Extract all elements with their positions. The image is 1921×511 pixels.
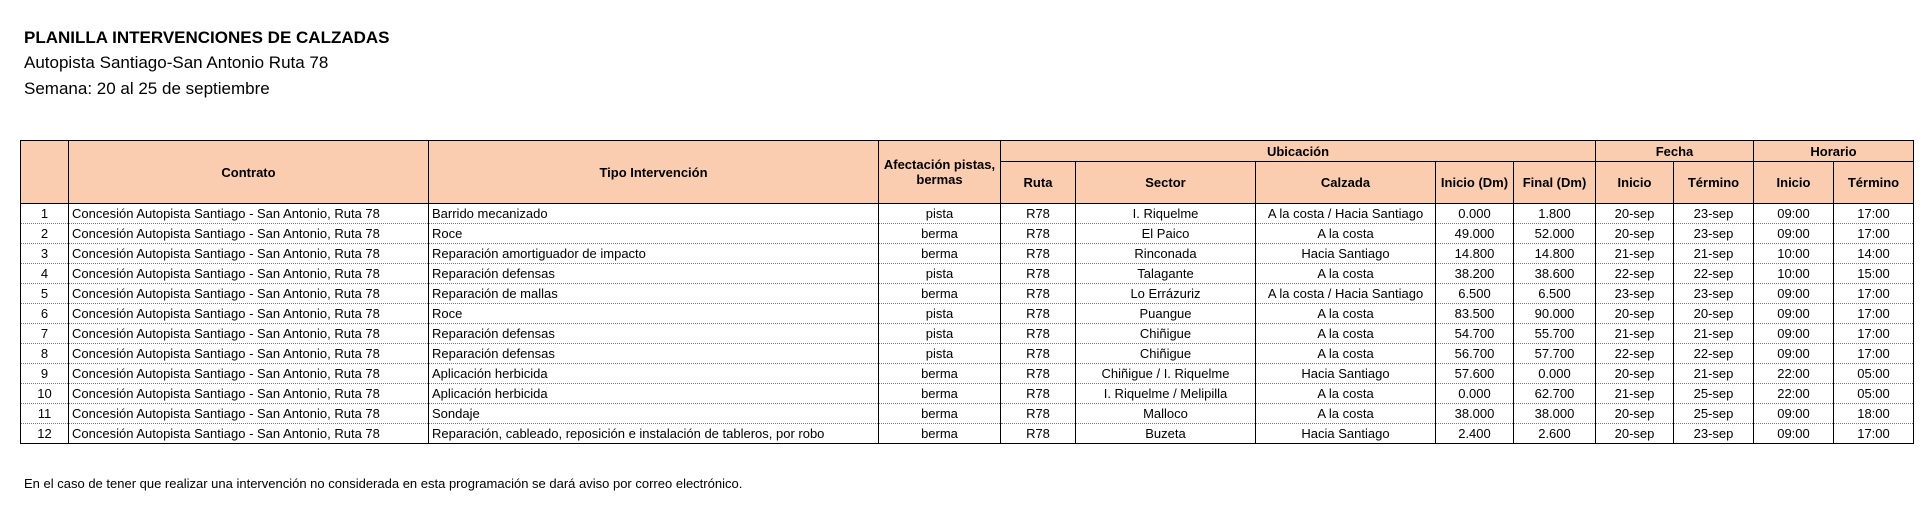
calzada-cell: A la costa xyxy=(1256,344,1436,364)
tipo-intervencion-cell: Reparación defensas xyxy=(429,324,879,344)
afectacion-cell: berma xyxy=(879,244,1001,264)
ruta-cell: R78 xyxy=(1001,384,1076,404)
fecha-inicio-cell: 20-sep xyxy=(1596,204,1674,224)
fecha-termino-cell: 23-sep xyxy=(1674,224,1754,244)
fecha-termino-cell: 23-sep xyxy=(1674,424,1754,444)
final-dm-cell: 6.500 xyxy=(1514,284,1596,304)
calzada-cell: A la costa xyxy=(1256,324,1436,344)
fecha-inicio-cell: 20-sep xyxy=(1596,304,1674,324)
header-ruta: Ruta xyxy=(1001,162,1076,204)
afectacion-cell: berma xyxy=(879,364,1001,384)
inicio-dm-cell: 38.200 xyxy=(1436,264,1514,284)
table-row xyxy=(21,404,1914,424)
header-ubicacion: Ubicación xyxy=(1001,141,1596,162)
fecha-inicio-cell: 23-sep xyxy=(1596,284,1674,304)
contrato-cell: Concesión Autopista Santiago - San Antonio, Ruta 78 xyxy=(69,224,429,244)
tipo-intervencion-cell: Aplicación herbicida xyxy=(429,384,879,404)
table-row xyxy=(21,384,1914,404)
row-number: 5 xyxy=(21,284,69,304)
final-dm-cell: 55.700 xyxy=(1514,324,1596,344)
calzada-cell: A la costa xyxy=(1256,224,1436,244)
row-number: 8 xyxy=(21,344,69,364)
final-dm-cell: 1.800 xyxy=(1514,204,1596,224)
final-dm-cell: 0.000 xyxy=(1514,364,1596,384)
sector-cell: Buzeta xyxy=(1076,424,1256,444)
contrato-cell: Concesión Autopista Santiago - San Antonio, Ruta 78 xyxy=(69,344,429,364)
table-row xyxy=(21,284,1914,304)
tipo-intervencion-cell: Roce xyxy=(429,304,879,324)
afectacion-cell: berma xyxy=(879,284,1001,304)
table-row xyxy=(21,424,1914,444)
fecha-termino-cell: 21-sep xyxy=(1674,324,1754,344)
header-tipo-intervencion: Tipo Intervención xyxy=(429,141,879,204)
hora-termino-cell: 17:00 xyxy=(1834,424,1914,444)
tipo-intervencion-cell: Barrido mecanizado xyxy=(429,204,879,224)
header-calzada: Calzada xyxy=(1256,162,1436,204)
fecha-termino-cell: 23-sep xyxy=(1674,284,1754,304)
hora-termino-cell: 17:00 xyxy=(1834,304,1914,324)
calzada-cell: A la costa xyxy=(1256,264,1436,284)
hora-termino-cell: 05:00 xyxy=(1834,364,1914,384)
final-dm-cell: 2.600 xyxy=(1514,424,1596,444)
interventions-table xyxy=(20,140,1914,444)
tipo-intervencion-cell: Reparación defensas xyxy=(429,344,879,364)
contrato-cell: Concesión Autopista Santiago - San Antonio, Ruta 78 xyxy=(69,324,429,344)
row-number: 3 xyxy=(21,244,69,264)
row-number: 4 xyxy=(21,264,69,284)
calzada-cell: A la costa / Hacia Santiago xyxy=(1256,204,1436,224)
sector-cell: Chiñigue / I. Riquelme xyxy=(1076,364,1256,384)
contrato-cell: Concesión Autopista Santiago - San Antonio, Ruta 78 xyxy=(69,404,429,424)
contrato-cell: Concesión Autopista Santiago - San Antonio, Ruta 78 xyxy=(69,384,429,404)
inicio-dm-cell: 38.000 xyxy=(1436,404,1514,424)
contrato-cell: Concesión Autopista Santiago - San Antonio, Ruta 78 xyxy=(69,264,429,284)
header-inicio-dm: Inicio (Dm) xyxy=(1436,162,1514,204)
final-dm-cell: 38.600 xyxy=(1514,264,1596,284)
sector-cell: Lo Errázuriz xyxy=(1076,284,1256,304)
afectacion-cell: berma xyxy=(879,384,1001,404)
inicio-dm-cell: 2.400 xyxy=(1436,424,1514,444)
sector-cell: Puangue xyxy=(1076,304,1256,324)
hora-inicio-cell: 09:00 xyxy=(1754,224,1834,244)
ruta-cell: R78 xyxy=(1001,204,1076,224)
inicio-dm-cell: 14.800 xyxy=(1436,244,1514,264)
tipo-intervencion-cell: Roce xyxy=(429,224,879,244)
final-dm-cell: 90.000 xyxy=(1514,304,1596,324)
hora-inicio-cell: 09:00 xyxy=(1754,344,1834,364)
fecha-inicio-cell: 21-sep xyxy=(1596,384,1674,404)
inicio-dm-cell: 54.700 xyxy=(1436,324,1514,344)
afectacion-cell: pista xyxy=(879,204,1001,224)
fecha-inicio-cell: 21-sep xyxy=(1596,244,1674,264)
final-dm-cell: 52.000 xyxy=(1514,224,1596,244)
afectacion-cell: pista xyxy=(879,264,1001,284)
fecha-inicio-cell: 20-sep xyxy=(1596,404,1674,424)
hora-inicio-cell: 22:00 xyxy=(1754,384,1834,404)
fecha-inicio-cell: 22-sep xyxy=(1596,344,1674,364)
afectacion-cell: berma xyxy=(879,404,1001,424)
hora-inicio-cell: 09:00 xyxy=(1754,284,1834,304)
hora-termino-cell: 17:00 xyxy=(1834,284,1914,304)
fecha-termino-cell: 23-sep xyxy=(1674,204,1754,224)
fecha-inicio-cell: 21-sep xyxy=(1596,324,1674,344)
row-number: 9 xyxy=(21,364,69,384)
header-final-dm: Final (Dm) xyxy=(1514,162,1596,204)
inicio-dm-cell: 6.500 xyxy=(1436,284,1514,304)
ruta-cell: R78 xyxy=(1001,424,1076,444)
final-dm-cell: 57.700 xyxy=(1514,344,1596,364)
ruta-cell: R78 xyxy=(1001,344,1076,364)
contrato-cell: Concesión Autopista Santiago - San Antonio, Ruta 78 xyxy=(69,204,429,224)
table-row xyxy=(21,304,1914,324)
header-hora-inicio: Inicio xyxy=(1754,162,1834,204)
contrato-cell: Concesión Autopista Santiago - San Antonio, Ruta 78 xyxy=(69,424,429,444)
hora-inicio-cell: 10:00 xyxy=(1754,244,1834,264)
contrato-cell: Concesión Autopista Santiago - San Antonio, Ruta 78 xyxy=(69,284,429,304)
row-number: 11 xyxy=(21,404,69,424)
header-hora-termino: Término xyxy=(1834,162,1914,204)
tipo-intervencion-cell: Reparación defensas xyxy=(429,264,879,284)
calzada-cell: Hacia Santiago xyxy=(1256,364,1436,384)
hora-termino-cell: 17:00 xyxy=(1834,224,1914,244)
document-subtitle: Autopista Santiago-San Antonio Ruta 78 xyxy=(24,53,329,72)
table-row xyxy=(21,364,1914,384)
tipo-intervencion-cell: Reparación amortiguador de impacto xyxy=(429,244,879,264)
header-number xyxy=(21,141,69,204)
inicio-dm-cell: 57.600 xyxy=(1436,364,1514,384)
calzada-cell: Hacia Santiago xyxy=(1256,424,1436,444)
fecha-inicio-cell: 20-sep xyxy=(1596,224,1674,244)
table-row xyxy=(21,264,1914,284)
calzada-cell: Hacia Santiago xyxy=(1256,244,1436,264)
contrato-cell: Concesión Autopista Santiago - San Antonio, Ruta 78 xyxy=(69,304,429,324)
hora-termino-cell: 17:00 xyxy=(1834,344,1914,364)
hora-inicio-cell: 09:00 xyxy=(1754,204,1834,224)
table-row xyxy=(21,324,1914,344)
tipo-intervencion-cell: Reparación, cableado, reposición e instalación de tableros, por robo xyxy=(429,424,879,444)
table-row xyxy=(21,344,1914,364)
header-contrato: Contrato xyxy=(69,141,429,204)
sector-cell: Chiñigue xyxy=(1076,344,1256,364)
inicio-dm-cell: 56.700 xyxy=(1436,344,1514,364)
contrato-cell: Concesión Autopista Santiago - San Antonio, Ruta 78 xyxy=(69,244,429,264)
ruta-cell: R78 xyxy=(1001,224,1076,244)
calzada-cell: A la costa xyxy=(1256,404,1436,424)
ruta-cell: R78 xyxy=(1001,364,1076,384)
fecha-inicio-cell: 20-sep xyxy=(1596,424,1674,444)
ruta-cell: R78 xyxy=(1001,324,1076,344)
afectacion-cell: berma xyxy=(879,424,1001,444)
row-number: 2 xyxy=(21,224,69,244)
row-number: 7 xyxy=(21,324,69,344)
header-sector: Sector xyxy=(1076,162,1256,204)
fecha-termino-cell: 22-sep xyxy=(1674,344,1754,364)
header-horario: Horario xyxy=(1754,141,1914,162)
table-body xyxy=(21,204,1914,444)
afectacion-cell: pista xyxy=(879,324,1001,344)
header-afectacion: Afectación pistas, bermas xyxy=(879,141,1001,204)
row-number: 12 xyxy=(21,424,69,444)
fecha-termino-cell: 25-sep xyxy=(1674,404,1754,424)
document-title: PLANILLA INTERVENCIONES DE CALZADAS xyxy=(24,28,390,47)
tipo-intervencion-cell: Reparación de mallas xyxy=(429,284,879,304)
hora-termino-cell: 15:00 xyxy=(1834,264,1914,284)
sector-cell: Talagante xyxy=(1076,264,1256,284)
header-fecha: Fecha xyxy=(1596,141,1754,162)
tipo-intervencion-cell: Aplicación herbicida xyxy=(429,364,879,384)
sector-cell: Rinconada xyxy=(1076,244,1256,264)
final-dm-cell: 14.800 xyxy=(1514,244,1596,264)
table-row xyxy=(21,244,1914,264)
table-row xyxy=(21,204,1914,224)
hora-termino-cell: 17:00 xyxy=(1834,204,1914,224)
afectacion-cell: berma xyxy=(879,224,1001,244)
document-week: Semana: 20 al 25 de septiembre xyxy=(24,79,270,98)
row-number: 6 xyxy=(21,304,69,324)
fecha-termino-cell: 21-sep xyxy=(1674,244,1754,264)
ruta-cell: R78 xyxy=(1001,284,1076,304)
inicio-dm-cell: 83.500 xyxy=(1436,304,1514,324)
contrato-cell: Concesión Autopista Santiago - San Antonio, Ruta 78 xyxy=(69,364,429,384)
inicio-dm-cell: 49.000 xyxy=(1436,224,1514,244)
hora-termino-cell: 14:00 xyxy=(1834,244,1914,264)
final-dm-cell: 62.700 xyxy=(1514,384,1596,404)
ruta-cell: R78 xyxy=(1001,404,1076,424)
hora-termino-cell: 05:00 xyxy=(1834,384,1914,404)
ruta-cell: R78 xyxy=(1001,264,1076,284)
inicio-dm-cell: 0.000 xyxy=(1436,204,1514,224)
final-dm-cell: 38.000 xyxy=(1514,404,1596,424)
fecha-termino-cell: 22-sep xyxy=(1674,264,1754,284)
tipo-intervencion-cell: Sondaje xyxy=(429,404,879,424)
inicio-dm-cell: 0.000 xyxy=(1436,384,1514,404)
header-fecha-inicio: Inicio xyxy=(1596,162,1674,204)
ruta-cell: R78 xyxy=(1001,304,1076,324)
document-header xyxy=(24,26,390,102)
fecha-termino-cell: 20-sep xyxy=(1674,304,1754,324)
hora-inicio-cell: 09:00 xyxy=(1754,404,1834,424)
sector-cell: Malloco xyxy=(1076,404,1256,424)
hora-inicio-cell: 09:00 xyxy=(1754,424,1834,444)
ruta-cell: R78 xyxy=(1001,244,1076,264)
calzada-cell: A la costa / Hacia Santiago xyxy=(1256,284,1436,304)
sector-cell: El Paico xyxy=(1076,224,1256,244)
afectacion-cell: pista xyxy=(879,304,1001,324)
hora-inicio-cell: 10:00 xyxy=(1754,264,1834,284)
hora-inicio-cell: 22:00 xyxy=(1754,364,1834,384)
hora-termino-cell: 17:00 xyxy=(1834,324,1914,344)
sector-cell: I. Riquelme xyxy=(1076,204,1256,224)
hora-termino-cell: 18:00 xyxy=(1834,404,1914,424)
fecha-termino-cell: 21-sep xyxy=(1674,364,1754,384)
sector-cell: I. Riquelme / Melipilla xyxy=(1076,384,1256,404)
calzada-cell: A la costa xyxy=(1256,304,1436,324)
hora-inicio-cell: 09:00 xyxy=(1754,324,1834,344)
fecha-inicio-cell: 20-sep xyxy=(1596,364,1674,384)
fecha-termino-cell: 25-sep xyxy=(1674,384,1754,404)
afectacion-cell: pista xyxy=(879,344,1001,364)
hora-inicio-cell: 09:00 xyxy=(1754,304,1834,324)
header-fecha-termino: Término xyxy=(1674,162,1754,204)
row-number: 10 xyxy=(21,384,69,404)
table-row xyxy=(21,224,1914,244)
sector-cell: Chiñigue xyxy=(1076,324,1256,344)
footer-note: En el caso de tener que realizar una intervención no considerada en esta programación se dará aviso por correo electrónico. xyxy=(24,476,743,491)
fecha-inicio-cell: 22-sep xyxy=(1596,264,1674,284)
calzada-cell: A la costa xyxy=(1256,384,1436,404)
row-number: 1 xyxy=(21,204,69,224)
